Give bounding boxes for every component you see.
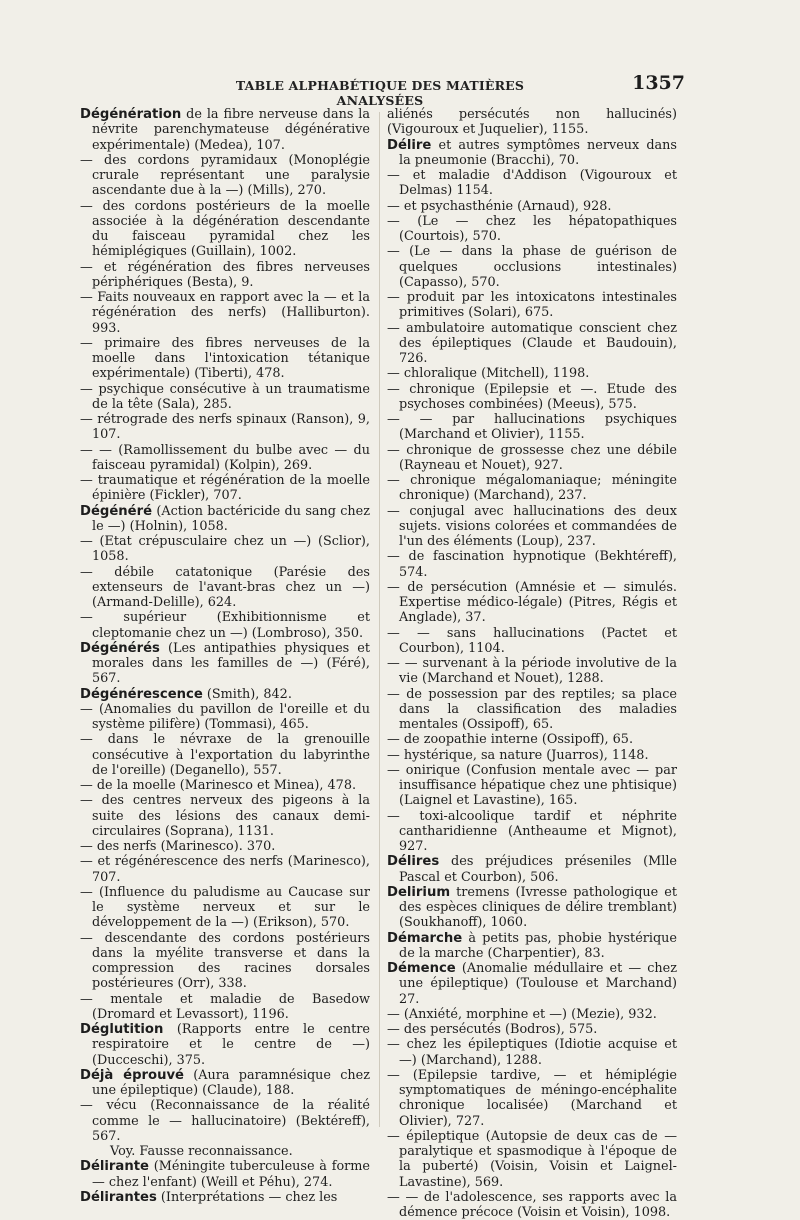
- entry-text: — des nerfs (Marinesco). 370.: [80, 839, 276, 854]
- index-entry: [387, 321, 677, 367]
- entry-text: — (Influence du paludisme au Caucase sur le système nerveux et sur le développement de la —) (Erikson), 570.: [80, 884, 370, 931]
- index-entry: [387, 626, 677, 657]
- index-entry: [80, 473, 370, 504]
- entry-text: (Les antipathies physiques et morales dans les familles de —) (Féré), 567.: [92, 640, 370, 687]
- entry-text: des préjudices préseniles (Mlle Pascal et Courbon), 506.: [399, 854, 677, 885]
- entry-text: — chronique de grossesse chez une débile (Rayneau et Nouet), 927.: [387, 442, 677, 473]
- entry-text: — supérieur (Exhibitionnisme et cleptomanie chez un —) (Lombroso), 350.: [80, 610, 370, 641]
- column-divider: [379, 112, 380, 1127]
- index-entry: [80, 199, 370, 260]
- index-entry: [387, 748, 677, 763]
- index-entry: [387, 1129, 677, 1190]
- entry-text: — chronique mégalomaniaque; méningite chronique) (Marchand), 237.: [387, 473, 677, 504]
- index-entry: [80, 793, 370, 839]
- entry-text: — et psychasthénie (Arnaud), 928.: [387, 198, 612, 214]
- index-entry: [80, 107, 370, 153]
- index-entry: [387, 290, 677, 321]
- index-entry: [387, 366, 677, 381]
- right-column: [387, 107, 677, 1220]
- entry-text: — rétrograde des nerfs spinaux (Ranson), 9, 107.: [80, 412, 370, 443]
- index-entry: [80, 610, 370, 641]
- entry-text: (Interprétations — chez les: [156, 1189, 338, 1205]
- entry-text: — produit par les intoxicatons intestinales primitives (Solari), 675.: [387, 290, 677, 321]
- entry-headword: Dégénérés: [80, 640, 160, 656]
- entry-text: — — sans hallucinations (Pactet et Courbon), 1104.: [387, 625, 677, 656]
- index-entry: [80, 1022, 370, 1068]
- entry-text: de la fibre nerveuse dans la névrite parenchymateuse dégénérative expérimentale) (Medea), 107.: [92, 107, 370, 153]
- entry-text: — vécu (Reconnaissance de la réalité comme le — hallucinatoire) (Bektéreff), 567.: [80, 1098, 370, 1144]
- entry-text: — de zoopathie interne (Ossipoff), 65.: [387, 732, 634, 748]
- entry-text: — descendante des cordons postérieurs dans la myélite transverse et dans la compression des racines dorsales postérieures (Orr), 338.: [80, 930, 370, 992]
- entry-text: — chez les épileptiques (Idiotie acquise et —) (Marchand), 1288.: [387, 1037, 677, 1068]
- index-entry: [387, 1068, 677, 1129]
- index-entry: [80, 412, 370, 443]
- entry-text: — toxi-alcoolique tardif et néphrite cantharidienne (Antheaume et Mignot), 927.: [387, 808, 677, 854]
- index-entry: [387, 214, 677, 245]
- running-title: TABLE ALPHABÉTIQUE DES MATIÈRES ANALYSÉES: [235, 78, 525, 108]
- index-entry: [387, 763, 677, 809]
- index-entry: [80, 336, 370, 382]
- index-entry: [80, 1190, 370, 1205]
- index-entry: [80, 992, 370, 1023]
- index-entry: [387, 549, 677, 580]
- entry-text: — mentale et maladie de Basedow (Dromard et Levassort), 1196.: [80, 991, 370, 1022]
- index-entry: [387, 244, 677, 290]
- index-entry: [80, 1098, 370, 1144]
- entry-text: — de fascination hypnotique (Bekhtéreff), 574.: [387, 549, 677, 580]
- entry-text: — — survenant à la période involutive de la vie (Marchand et Nouet), 1288.: [387, 656, 677, 687]
- index-entry: [80, 443, 370, 474]
- entry-text: (Smith), 842.: [202, 686, 292, 702]
- index-entry: [387, 138, 677, 169]
- entry-text: — traumatique et régénération de la moelle épinière (Fickler), 707.: [80, 473, 370, 504]
- entry-headword: Déjà éprouvé: [80, 1067, 184, 1083]
- entry-headword: Délirante: [80, 1159, 149, 1175]
- index-entry: [387, 580, 677, 626]
- index-entry: [387, 854, 677, 885]
- entry-text: — onirique (Confusion mentale avec — par insuffisance hépatique chez une phtisique) (Laignel et Lavastine), 165.: [387, 762, 677, 809]
- entry-text: (Rapports entre le centre respiratoire et le centre de —) (Ducceschi), 375.: [92, 1022, 370, 1068]
- left-column: [80, 107, 370, 1205]
- entry-headword: Délire: [387, 137, 432, 153]
- entry-headword: Démarche: [387, 930, 463, 946]
- index-entry: [80, 931, 370, 992]
- entry-text: — et régénérescence des nerfs (Marinesco), 707.: [80, 854, 370, 885]
- entry-text: — des cordons postérieurs de la moelle associée à la dégénération descendante du faisceau pyramidal chez les hémiplégiques (Guillain), 1002.: [80, 198, 370, 260]
- index-entry: [387, 1007, 677, 1022]
- index-entry: [387, 1190, 677, 1220]
- index-entry: [387, 1037, 677, 1068]
- index-entry: [80, 687, 370, 702]
- index-entry: [387, 473, 677, 504]
- index-entry: [387, 168, 677, 199]
- index-entry: [80, 885, 370, 931]
- index-entry: [80, 839, 370, 854]
- index-entry: [80, 1068, 370, 1099]
- entry-text: — des persécutés (Bodros), 575.: [387, 1022, 598, 1037]
- index-entry: [387, 809, 677, 855]
- index-entry: [80, 702, 370, 733]
- index-entry: [387, 199, 677, 214]
- entry-text: (Action bactéricide du sang chez le —) (Holnin), 1058.: [92, 503, 370, 534]
- index-entry: [80, 778, 370, 793]
- entry-text: — hystérique, sa nature (Juarros), 1148.: [387, 747, 649, 763]
- entry-text: — Faits nouveaux en rapport avec la — et la régénération des nerfs) (Halliburton). 993.: [80, 290, 370, 336]
- entry-text: (Anomalie médullaire et — chez une épileptique) (Toulouse et Marchand) 27.: [399, 961, 677, 1007]
- entry-text: Voy. Fausse reconnaissance.: [110, 1144, 293, 1159]
- index-entry: [387, 504, 677, 550]
- index-entry: [80, 565, 370, 611]
- entry-text: — (Etat crépusculaire chez un —) (Sclior), 1058.: [80, 534, 370, 565]
- entry-headword: Delirium: [387, 884, 451, 900]
- index-entry: [80, 382, 370, 413]
- page-header: [0, 72, 800, 108]
- index-entry: [387, 656, 677, 687]
- index-entry: [387, 732, 677, 747]
- entry-text: — ambulatoire automatique conscient chez des épileptiques (Claude et Baudouin), 726.: [387, 320, 677, 366]
- entry-text: (Méningite tuberculeuse à forme — chez l'enfant) (Weill et Péhu), 274.: [92, 1159, 370, 1190]
- entry-text: — chloralique (Mitchell), 1198.: [387, 366, 590, 382]
- entry-text: — débile catatonique (Parésie des extenseurs de l'avant-bras chez un —) (Armand-Delille), 624.: [80, 564, 370, 610]
- index-entry: [387, 931, 677, 962]
- entry-text: — dans le névraxe de la grenouille consécutive à l'exportation du labyrinthe de l'oreille) (Deganello), 557.: [80, 732, 370, 778]
- index-entry: [80, 732, 370, 778]
- index-entry: [387, 107, 677, 138]
- entry-text: — et régénération des fibres nerveuses périphériques (Besta), 9.: [80, 259, 370, 290]
- entry-text: — épileptique (Autopsie de deux cas de — paralytique et spasmodique à l'époque de la puberté) (Voisin, Voisin et Laignel-Lavastine), 569.: [387, 1128, 677, 1190]
- entry-headword: Dégénération: [80, 107, 182, 122]
- index-entry: [387, 961, 677, 1007]
- index-entry: [80, 854, 370, 885]
- entry-text: — et maladie d'Addison (Vigouroux et Delmas) 1154.: [387, 168, 677, 199]
- index-entry: [80, 153, 370, 199]
- index-entry: [387, 443, 677, 474]
- index-entry: [80, 641, 370, 687]
- entry-text: — conjugal avec hallucinations des deux sujets. visions colorées et commandées de l'un des éléments (Loup), 237.: [387, 503, 677, 549]
- entry-text: — psychique consécutive à un traumatisme de la tête (Sala), 285.: [80, 381, 370, 412]
- index-entry: [387, 412, 677, 443]
- entry-text: — (Le — chez les hépatopathiques (Courtois), 570.: [387, 213, 677, 244]
- entry-text: — chronique (Epilepsie et —. Etude des psychoses combinées) (Meeus), 575.: [387, 381, 677, 412]
- entry-text: à petits pas, phobie hystérique de la marche (Charpentier), 83.: [399, 930, 677, 961]
- entry-text: — (Epilepsie tardive, — et hémiplégie symptomatiques de méningo-encéphalite chronique localisée) (Marchand et Olivier), 727.: [387, 1067, 677, 1129]
- entry-headword: Dégénéré: [80, 503, 153, 519]
- entry-text: — des centres nerveux des pigeons à la suite des lésions des canaux demi-circulaires (Soprana), 1131.: [80, 793, 370, 839]
- index-entry: [80, 290, 370, 336]
- entry-headword: Dégénérescence: [80, 686, 203, 702]
- index-entry: [387, 382, 677, 413]
- entry-text: — (Anomalies du pavillon de l'oreille et du système pilifère) (Tommasi), 465.: [80, 701, 370, 732]
- entry-text: — — par hallucinations psychiques (Marchand et Olivier), 1155.: [387, 412, 677, 443]
- index-entry: [80, 1144, 370, 1159]
- index-entry: [80, 1159, 370, 1190]
- entry-text: tremens (Ivresse pathologique et des espèces cliniques de délire tremblant) (Soukhanoff), 1060.: [399, 884, 677, 931]
- entry-text: et autres symptômes nerveux dans la pneumonie (Bracchi), 70.: [399, 137, 677, 168]
- index-entry: [387, 687, 677, 733]
- entry-text: — de possession par des reptiles; sa place dans la classification des maladies mentales (Ossipoff), 65.: [387, 686, 677, 732]
- entry-text: — des cordons pyramidaux (Monoplégie crurale représentant une paralysie ascendante due à la —) (Mills), 270.: [80, 152, 370, 199]
- entry-text: — (Le — dans la phase de guérison de quelques occlusions intestinales) (Capasso), 570.: [387, 244, 677, 290]
- entry-text: — de la moelle (Marinesco et Minea), 478.: [80, 778, 357, 793]
- index-entry: [387, 1022, 677, 1037]
- entry-text: — — (Ramollissement du bulbe avec — du faisceau pyramidal) (Kolpin), 269.: [80, 442, 370, 473]
- entry-text: — primaire des fibres nerveuses de la moelle dans l'intoxication tétanique expérimentale) (Tiberti), 478.: [80, 335, 370, 382]
- entry-headword: Délires: [387, 854, 440, 870]
- index-entry: [80, 260, 370, 291]
- page-number: 1357: [632, 72, 685, 94]
- entry-headword: Démence: [387, 961, 456, 976]
- entry-headword: Délirantes: [80, 1189, 157, 1205]
- entry-text: (Aura paramnésique chez une épileptique) (Claude), 188.: [92, 1067, 370, 1098]
- index-entry: [387, 885, 677, 931]
- entry-text: — (Anxiété, morphine et —) (Mezie), 932.: [387, 1006, 657, 1022]
- entry-headword: Déglutition: [80, 1022, 164, 1037]
- entry-text: — — de l'adolescence, ses rapports avec la démence précoce (Voisin et Voisin), 1098.: [387, 1189, 677, 1220]
- entry-text: aliénés persécutés non hallucinés) (Vigouroux et Juquelier), 1155.: [387, 107, 677, 138]
- entry-text: — de persécution (Amnésie et — simulés. Expertise médico-légale) (Pitres, Régis et Anglade), 37.: [387, 579, 677, 626]
- index-entry: [80, 504, 370, 535]
- index-entry: [80, 534, 370, 565]
